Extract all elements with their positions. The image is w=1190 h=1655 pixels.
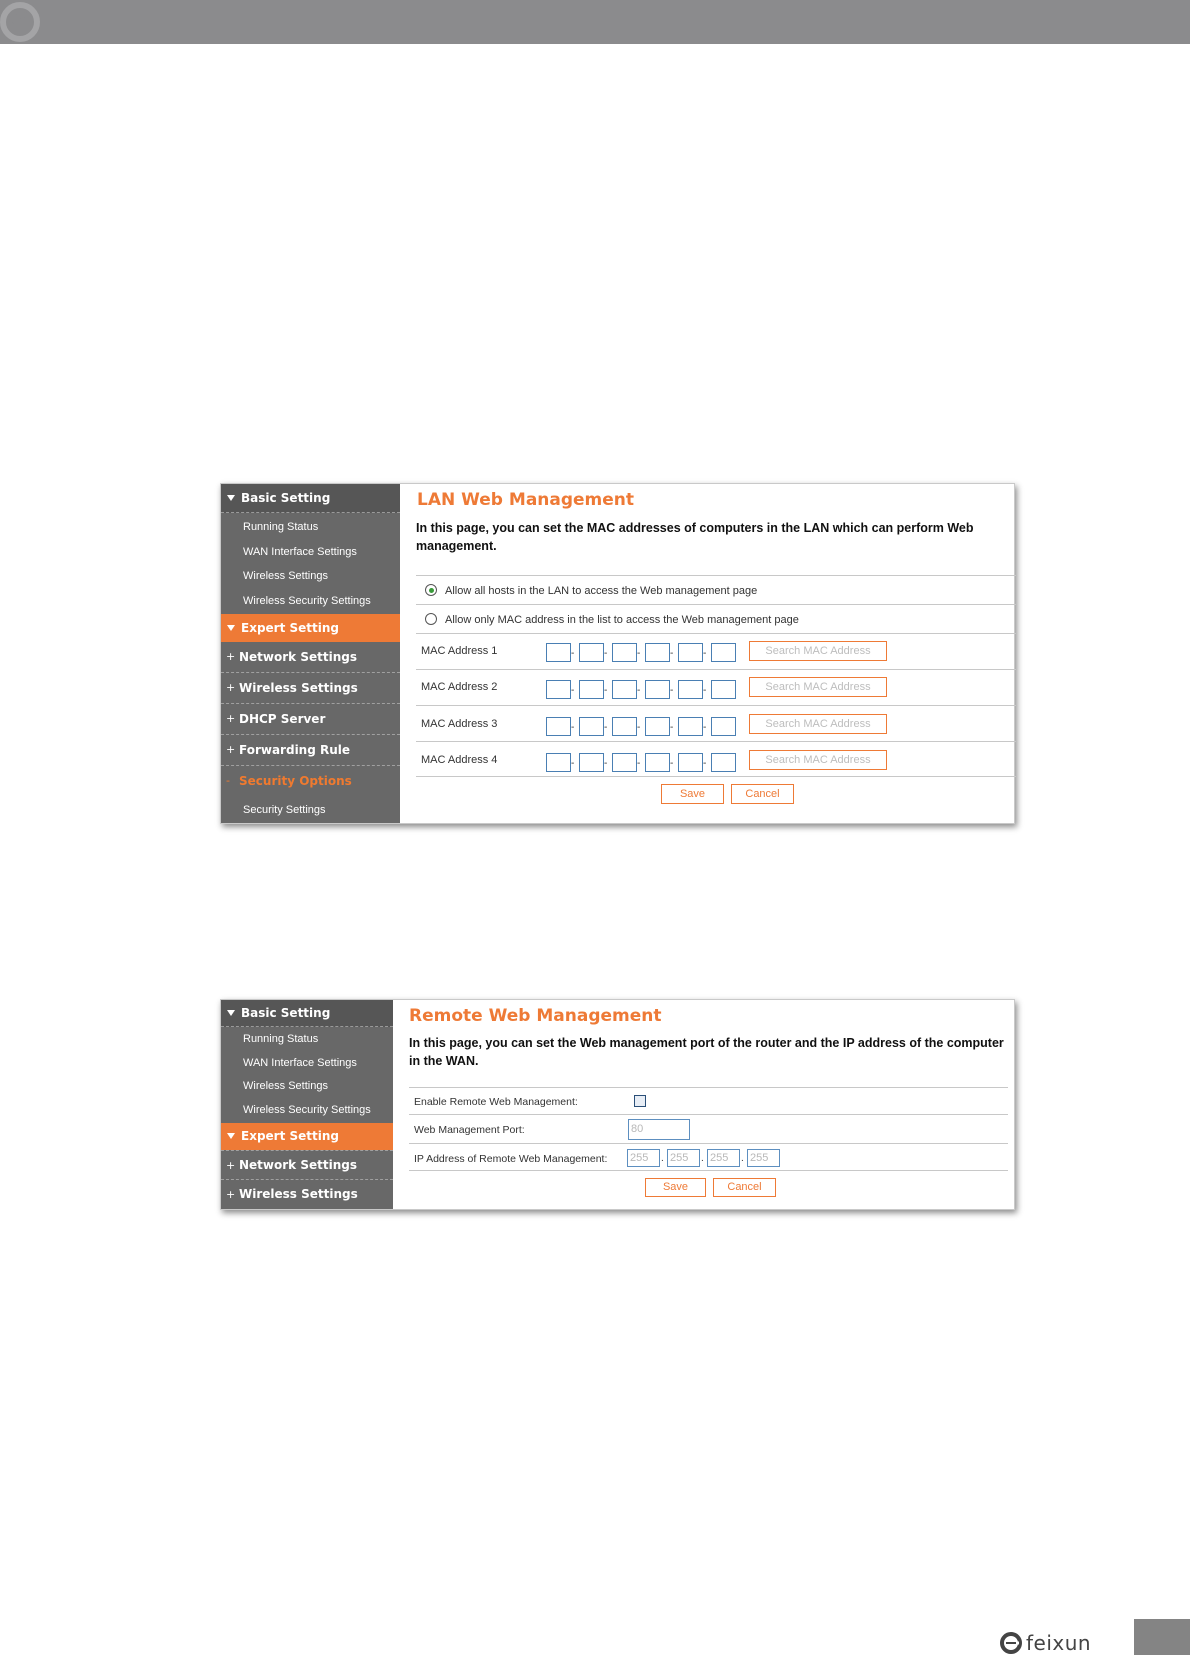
dash-separator: - <box>571 722 575 733</box>
sidebar-group-wireless[interactable] <box>221 1180 393 1210</box>
sidebar-group-label: Wireless Settings <box>239 681 358 695</box>
dash-separator: - <box>703 722 707 733</box>
mac-row-2 <box>416 669 1016 705</box>
mac-octet-input[interactable] <box>645 753 670 772</box>
radio-row-allow-all <box>416 575 1016 604</box>
mac-label: MAC Address 2 <box>421 681 498 693</box>
dash-separator: - <box>604 758 608 769</box>
save-button[interactable]: Save <box>661 784 724 804</box>
mac-octet-input[interactable] <box>678 717 703 736</box>
sidebar-item-wan-interface[interactable]: WAN Interface Settings <box>243 545 357 558</box>
dot-separator: . <box>701 1153 704 1164</box>
page-title: Remote Web Management <box>409 1006 662 1026</box>
mac-row-4 <box>416 741 1016 777</box>
dash-separator: - <box>604 648 608 659</box>
dash-separator: - <box>571 758 575 769</box>
web-port-input[interactable]: 80 <box>628 1119 690 1140</box>
mac-row-3 <box>416 705 1016 741</box>
sidebar-group-dhcp[interactable] <box>221 704 400 735</box>
search-mac-button[interactable]: Search MAC Address <box>749 714 887 734</box>
sidebar-item-wireless-settings[interactable]: Wireless Settings <box>243 1080 328 1092</box>
mac-octet-input[interactable] <box>711 717 736 736</box>
dash-separator: - <box>670 685 674 696</box>
radio-row-allow-mac <box>416 604 1016 633</box>
enable-remote-checkbox[interactable] <box>634 1095 646 1107</box>
sidebar-group-label: Security Options <box>239 774 352 788</box>
mac-octet-input[interactable] <box>645 680 670 699</box>
dash-separator: - <box>703 648 707 659</box>
plus-icon: + <box>226 1159 236 1172</box>
sidebar-group-wireless[interactable] <box>221 673 400 704</box>
plus-icon: + <box>226 681 236 694</box>
sidebar-expert-label: Expert Setting <box>241 621 339 635</box>
dash-separator: - <box>604 685 608 696</box>
sidebar-basic-setting[interactable] <box>221 484 400 513</box>
dash-separator: - <box>703 685 707 696</box>
dash-separator: - <box>637 685 641 696</box>
feixun-logo-icon <box>999 1631 1025 1655</box>
dot-separator: . <box>661 1153 664 1164</box>
sidebar-group-label: Network Settings <box>239 1158 357 1172</box>
triangle-down-icon <box>227 1010 235 1016</box>
page-number-tab <box>1134 1619 1190 1655</box>
triangle-down-icon <box>227 1133 235 1139</box>
mac-label: MAC Address 1 <box>421 645 498 657</box>
dash-separator: - <box>670 648 674 659</box>
triangle-down-icon <box>227 625 235 631</box>
header-bar <box>0 0 1190 44</box>
cancel-button[interactable]: Cancel <box>731 784 794 804</box>
dash-separator: - <box>637 648 641 659</box>
dash-separator: - <box>604 722 608 733</box>
mac-octet-input[interactable] <box>711 753 736 772</box>
mac-octet-input[interactable] <box>546 680 571 699</box>
mac-octet-input[interactable] <box>645 643 670 662</box>
search-mac-button[interactable]: Search MAC Address <box>749 677 887 697</box>
search-mac-button[interactable]: Search MAC Address <box>749 750 887 770</box>
search-mac-button[interactable]: Search MAC Address <box>749 641 887 661</box>
feixun-wordmark: feixun <box>1026 1631 1092 1655</box>
sidebar <box>221 484 400 823</box>
web-port-label: Web Management Port: <box>414 1124 525 1136</box>
dash-separator: - <box>571 685 575 696</box>
web-port-row <box>409 1114 1008 1143</box>
mac-octet-input[interactable] <box>612 717 637 736</box>
mac-octet-input[interactable] <box>579 753 604 772</box>
minus-icon: - <box>226 774 230 787</box>
plus-icon: + <box>226 712 236 725</box>
dot-separator: . <box>741 1153 744 1164</box>
mac-octet-input[interactable] <box>711 680 736 699</box>
radio-allow-mac-label: Allow only MAC address in the list to access the Web management page <box>445 614 799 626</box>
dash-separator: - <box>637 758 641 769</box>
sidebar-expert-setting[interactable] <box>221 614 400 642</box>
page-description: In this page, you can set the MAC addresses of computers in the LAN which can perform Web management. <box>416 521 974 553</box>
mac-row-1 <box>416 633 1016 669</box>
radio-allow-mac-only[interactable] <box>425 613 437 625</box>
dash-separator: - <box>670 758 674 769</box>
dash-separator: - <box>670 722 674 733</box>
sidebar-group-network[interactable] <box>221 642 400 673</box>
remote-content <box>393 1000 1016 1209</box>
enable-remote-label: Enable Remote Web Management: <box>414 1096 578 1108</box>
radio-allow-all-label: Allow all hosts in the LAN to access the Web management page <box>445 585 758 597</box>
sidebar-item-security-settings[interactable]: Security Settings <box>243 804 326 816</box>
mac-octet-input[interactable] <box>678 753 703 772</box>
page-description: In this page, you can set the Web management port of the router and the IP address of the computer in the WAN. <box>409 1036 1004 1068</box>
sidebar-group-label: Forwarding Rule <box>239 743 351 757</box>
sidebar-group-network[interactable] <box>221 1150 393 1180</box>
mac-octet-input[interactable] <box>579 680 604 699</box>
ip-octet-input[interactable]: 255 <box>707 1149 740 1167</box>
mac-octet-input[interactable] <box>711 643 736 662</box>
sidebar-expert-label: Expert Setting <box>241 1129 339 1143</box>
sidebar-item-wireless-security[interactable]: Wireless Security Settings <box>243 594 371 607</box>
sidebar-item-wireless-security[interactable]: Wireless Security Settings <box>243 1103 371 1116</box>
sidebar-group-security-options[interactable] <box>221 766 400 797</box>
mac-octet-input[interactable] <box>645 717 670 736</box>
dash-separator: - <box>571 648 575 659</box>
sidebar-item-running-status[interactable]: Running Status <box>243 521 319 533</box>
radio-allow-all[interactable] <box>425 584 437 596</box>
mac-label: MAC Address 3 <box>421 718 498 730</box>
ip-octet-input[interactable]: 255 <box>627 1149 660 1167</box>
save-button[interactable]: Save <box>645 1178 706 1197</box>
mac-octet-input[interactable] <box>546 753 571 772</box>
mac-octet-input[interactable] <box>612 753 637 772</box>
sidebar-group-label: Wireless Settings <box>239 1187 358 1201</box>
mac-label: MAC Address 4 <box>421 754 498 766</box>
mac-octet-input[interactable] <box>546 717 571 736</box>
mac-octet-input[interactable] <box>579 717 604 736</box>
remote-ip-label: IP Address of Remote Web Management: <box>414 1153 608 1165</box>
mac-octet-input[interactable] <box>678 643 703 662</box>
mac-octet-input[interactable] <box>678 680 703 699</box>
remote-web-management-screenshot <box>220 999 1015 1210</box>
mac-octet-input[interactable] <box>612 643 637 662</box>
sidebar-group-forwarding[interactable] <box>221 735 400 766</box>
plus-icon: + <box>226 743 236 756</box>
mac-octet-input[interactable] <box>546 643 571 662</box>
sidebar-group-label: Network Settings <box>239 650 357 664</box>
sidebar <box>221 1000 393 1209</box>
cancel-button[interactable]: Cancel <box>713 1178 776 1197</box>
sidebar-basic-setting[interactable] <box>221 1000 393 1027</box>
plus-icon: + <box>226 650 236 663</box>
triangle-down-icon <box>227 495 235 501</box>
ip-octet-input[interactable]: 255 <box>667 1149 700 1167</box>
sidebar-basic-label: Basic Setting <box>241 491 331 505</box>
sidebar-item-running-status[interactable]: Running Status <box>243 1033 319 1045</box>
mac-octet-input[interactable] <box>579 643 604 662</box>
brand-logo-icon <box>0 2 44 42</box>
dash-separator: - <box>637 722 641 733</box>
lan-web-management-screenshot <box>220 483 1015 824</box>
sidebar-item-wireless-settings[interactable]: Wireless Settings <box>243 570 328 582</box>
sidebar-expert-setting[interactable] <box>221 1123 393 1150</box>
dash-separator: - <box>703 758 707 769</box>
lan-content <box>400 484 1016 823</box>
enable-remote-row <box>409 1087 1008 1114</box>
sidebar-group-label: DHCP Server <box>239 712 326 726</box>
sidebar-item-wan-interface[interactable]: WAN Interface Settings <box>243 1056 357 1069</box>
feixun-logo <box>999 1631 1109 1653</box>
sidebar-basic-label: Basic Setting <box>241 1006 331 1020</box>
ip-octet-input[interactable]: 255 <box>747 1149 780 1167</box>
plus-icon: + <box>226 1188 236 1201</box>
mac-octet-input[interactable] <box>612 680 637 699</box>
page-title: LAN Web Management <box>417 490 635 510</box>
remote-ip-row <box>409 1143 1008 1171</box>
